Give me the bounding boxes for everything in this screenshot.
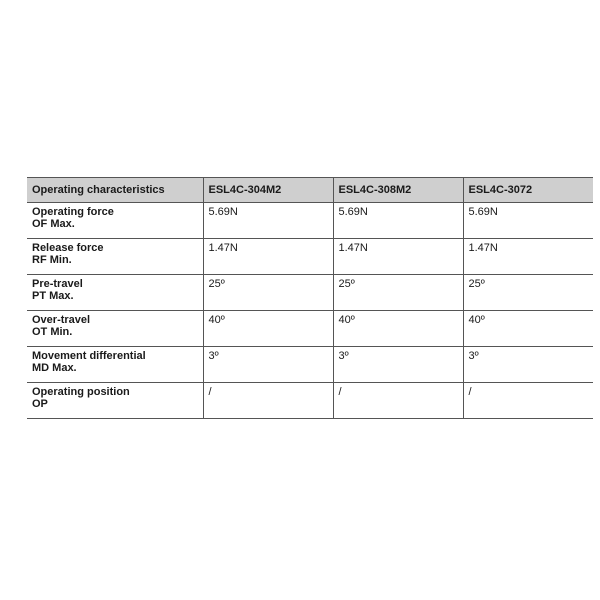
table-row-operating-position — [27, 383, 593, 419]
row-label-name: Release force — [32, 242, 104, 254]
table-cell: / — [203, 383, 333, 419]
row-label — [27, 383, 203, 419]
table-cell: 25º — [203, 275, 333, 311]
header-model-esl4c-308m2: ESL4C-308M2 — [333, 178, 463, 203]
row-label — [27, 203, 203, 239]
table-cell: / — [333, 383, 463, 419]
table-cell: 5.69N — [203, 203, 333, 239]
table-cell: 5.69N — [463, 203, 593, 239]
table-row-release-force — [27, 239, 593, 275]
table-cell: 3º — [333, 347, 463, 383]
table-header-row — [27, 178, 593, 203]
table-row-movement-differential — [27, 347, 593, 383]
row-label-name: Pre-travel — [32, 278, 83, 290]
row-label-abbrev: OP — [32, 398, 48, 410]
row-label — [27, 311, 203, 347]
header-model-esl4c-3072: ESL4C-3072 — [463, 178, 593, 203]
row-label-name: Over-travel — [32, 314, 91, 326]
row-label-abbrev: OT Min. — [32, 326, 73, 338]
row-label-abbrev: MD Max. — [32, 362, 77, 374]
row-label-abbrev: PT Max. — [32, 290, 74, 302]
table-row-over-travel — [27, 311, 593, 347]
row-label-name: Movement differential — [32, 350, 146, 362]
row-label — [27, 275, 203, 311]
table-cell: 1.47N — [463, 239, 593, 275]
row-label-abbrev: RF Min. — [32, 254, 72, 266]
row-label-name: Operating force — [32, 206, 114, 218]
table-cell: 25º — [333, 275, 463, 311]
table-row-pre-travel — [27, 275, 593, 311]
table-cell: 40º — [333, 311, 463, 347]
header-model-esl4c-304m2: ESL4C-304M2 — [203, 178, 333, 203]
table-cell: 40º — [203, 311, 333, 347]
table-cell: 3º — [463, 347, 593, 383]
row-label-abbrev: OF Max. — [32, 218, 75, 230]
table-cell: 40º — [463, 311, 593, 347]
table-cell: 5.69N — [333, 203, 463, 239]
row-label — [27, 347, 203, 383]
table-cell: 1.47N — [333, 239, 463, 275]
header-operating-characteristics: Operating characteristics — [27, 178, 203, 203]
table-cell: 1.47N — [203, 239, 333, 275]
table-cell: / — [463, 383, 593, 419]
table-cell: 25º — [463, 275, 593, 311]
row-label-name: Operating position — [32, 386, 130, 398]
row-label — [27, 239, 203, 275]
table-row-operating-force — [27, 203, 593, 239]
operating-characteristics-table — [27, 177, 593, 419]
table-cell: 3º — [203, 347, 333, 383]
